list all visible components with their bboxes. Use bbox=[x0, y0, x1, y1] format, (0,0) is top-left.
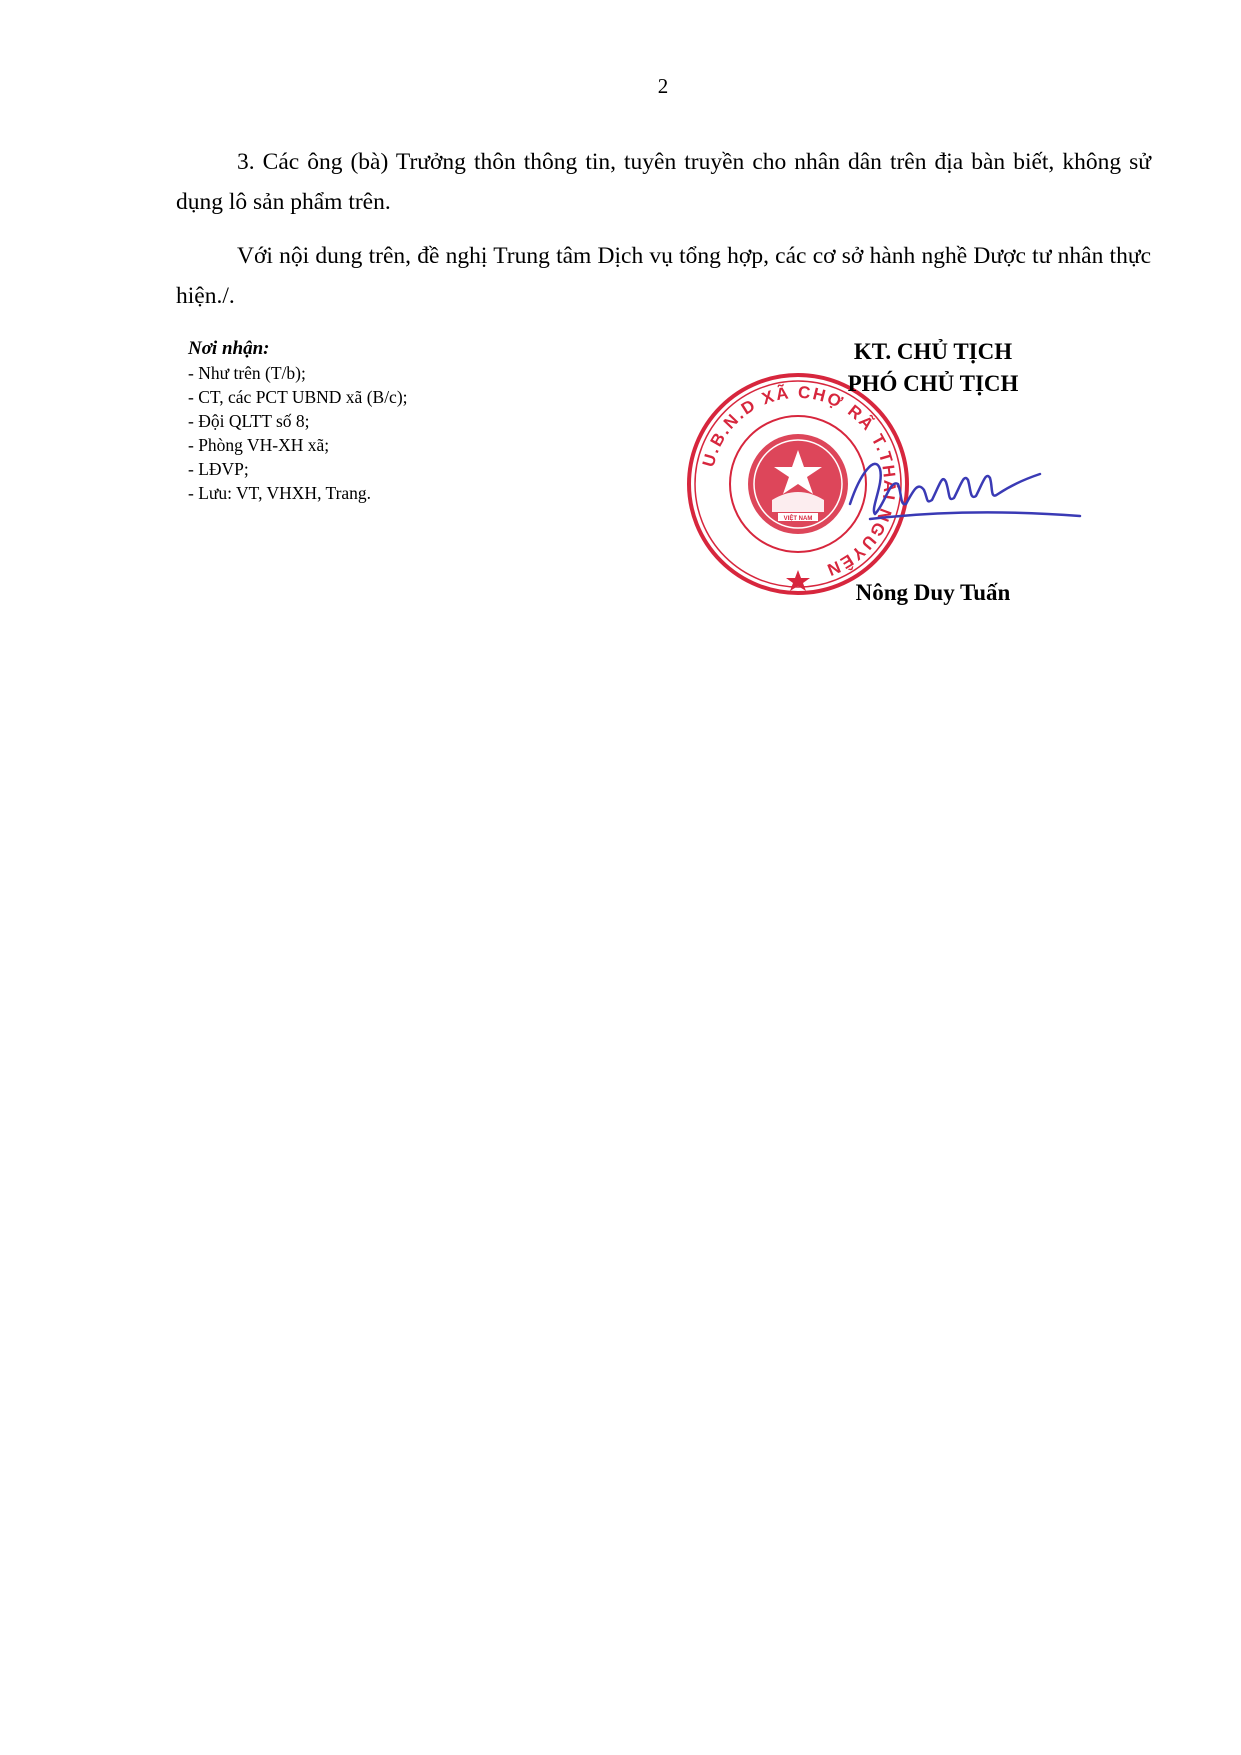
paragraph-item-3 bbox=[176, 142, 1151, 222]
signature-title-line2: PHÓ CHỦ TỊCH bbox=[847, 371, 1019, 396]
signer-name: Nông Duy Tuấn bbox=[855, 580, 1011, 605]
recipient-item: - Như trên (T/b); bbox=[188, 363, 306, 383]
paragraph-item-3-text: 3. Các ông (bà) Trưởng thôn thông tin, tuyên truyền cho nhân dân trên địa bàn biết, không sử dụng lô sản phẩm trên. bbox=[176, 149, 1151, 215]
recipient-item: - Đội QLTT số 8; bbox=[188, 411, 310, 431]
seal-text: U.B.N.D XÃ CHỢ RÃ T.THÁI NGUYÊN bbox=[698, 382, 900, 581]
closing-paragraph-text: Với nội dung trên, đề nghị Trung tâm Dịch vụ tổng hợp, các cơ sở hành nghề Dược tư nhân thực hiện./. bbox=[176, 243, 1151, 309]
recipient-item: - Lưu: VT, VHXH, Trang. bbox=[188, 483, 372, 503]
recipients-heading: Nơi nhận: bbox=[188, 338, 270, 359]
seal-inner-text: VIỆT NAM bbox=[783, 516, 813, 522]
recipient-item: - CT, các PCT UBND xã (B/c); bbox=[188, 387, 408, 407]
recipient-item: - LĐVP; bbox=[188, 459, 249, 479]
handwritten-signature-icon bbox=[840, 444, 1090, 544]
closing-paragraph bbox=[176, 236, 1151, 316]
recipient-item: - Phòng VH-XH xã; bbox=[188, 435, 330, 455]
page-number: 2 bbox=[657, 74, 669, 98]
recipients-block bbox=[188, 337, 408, 505]
signature-title-line1: KT. CHỦ TỊCH bbox=[853, 339, 1013, 364]
